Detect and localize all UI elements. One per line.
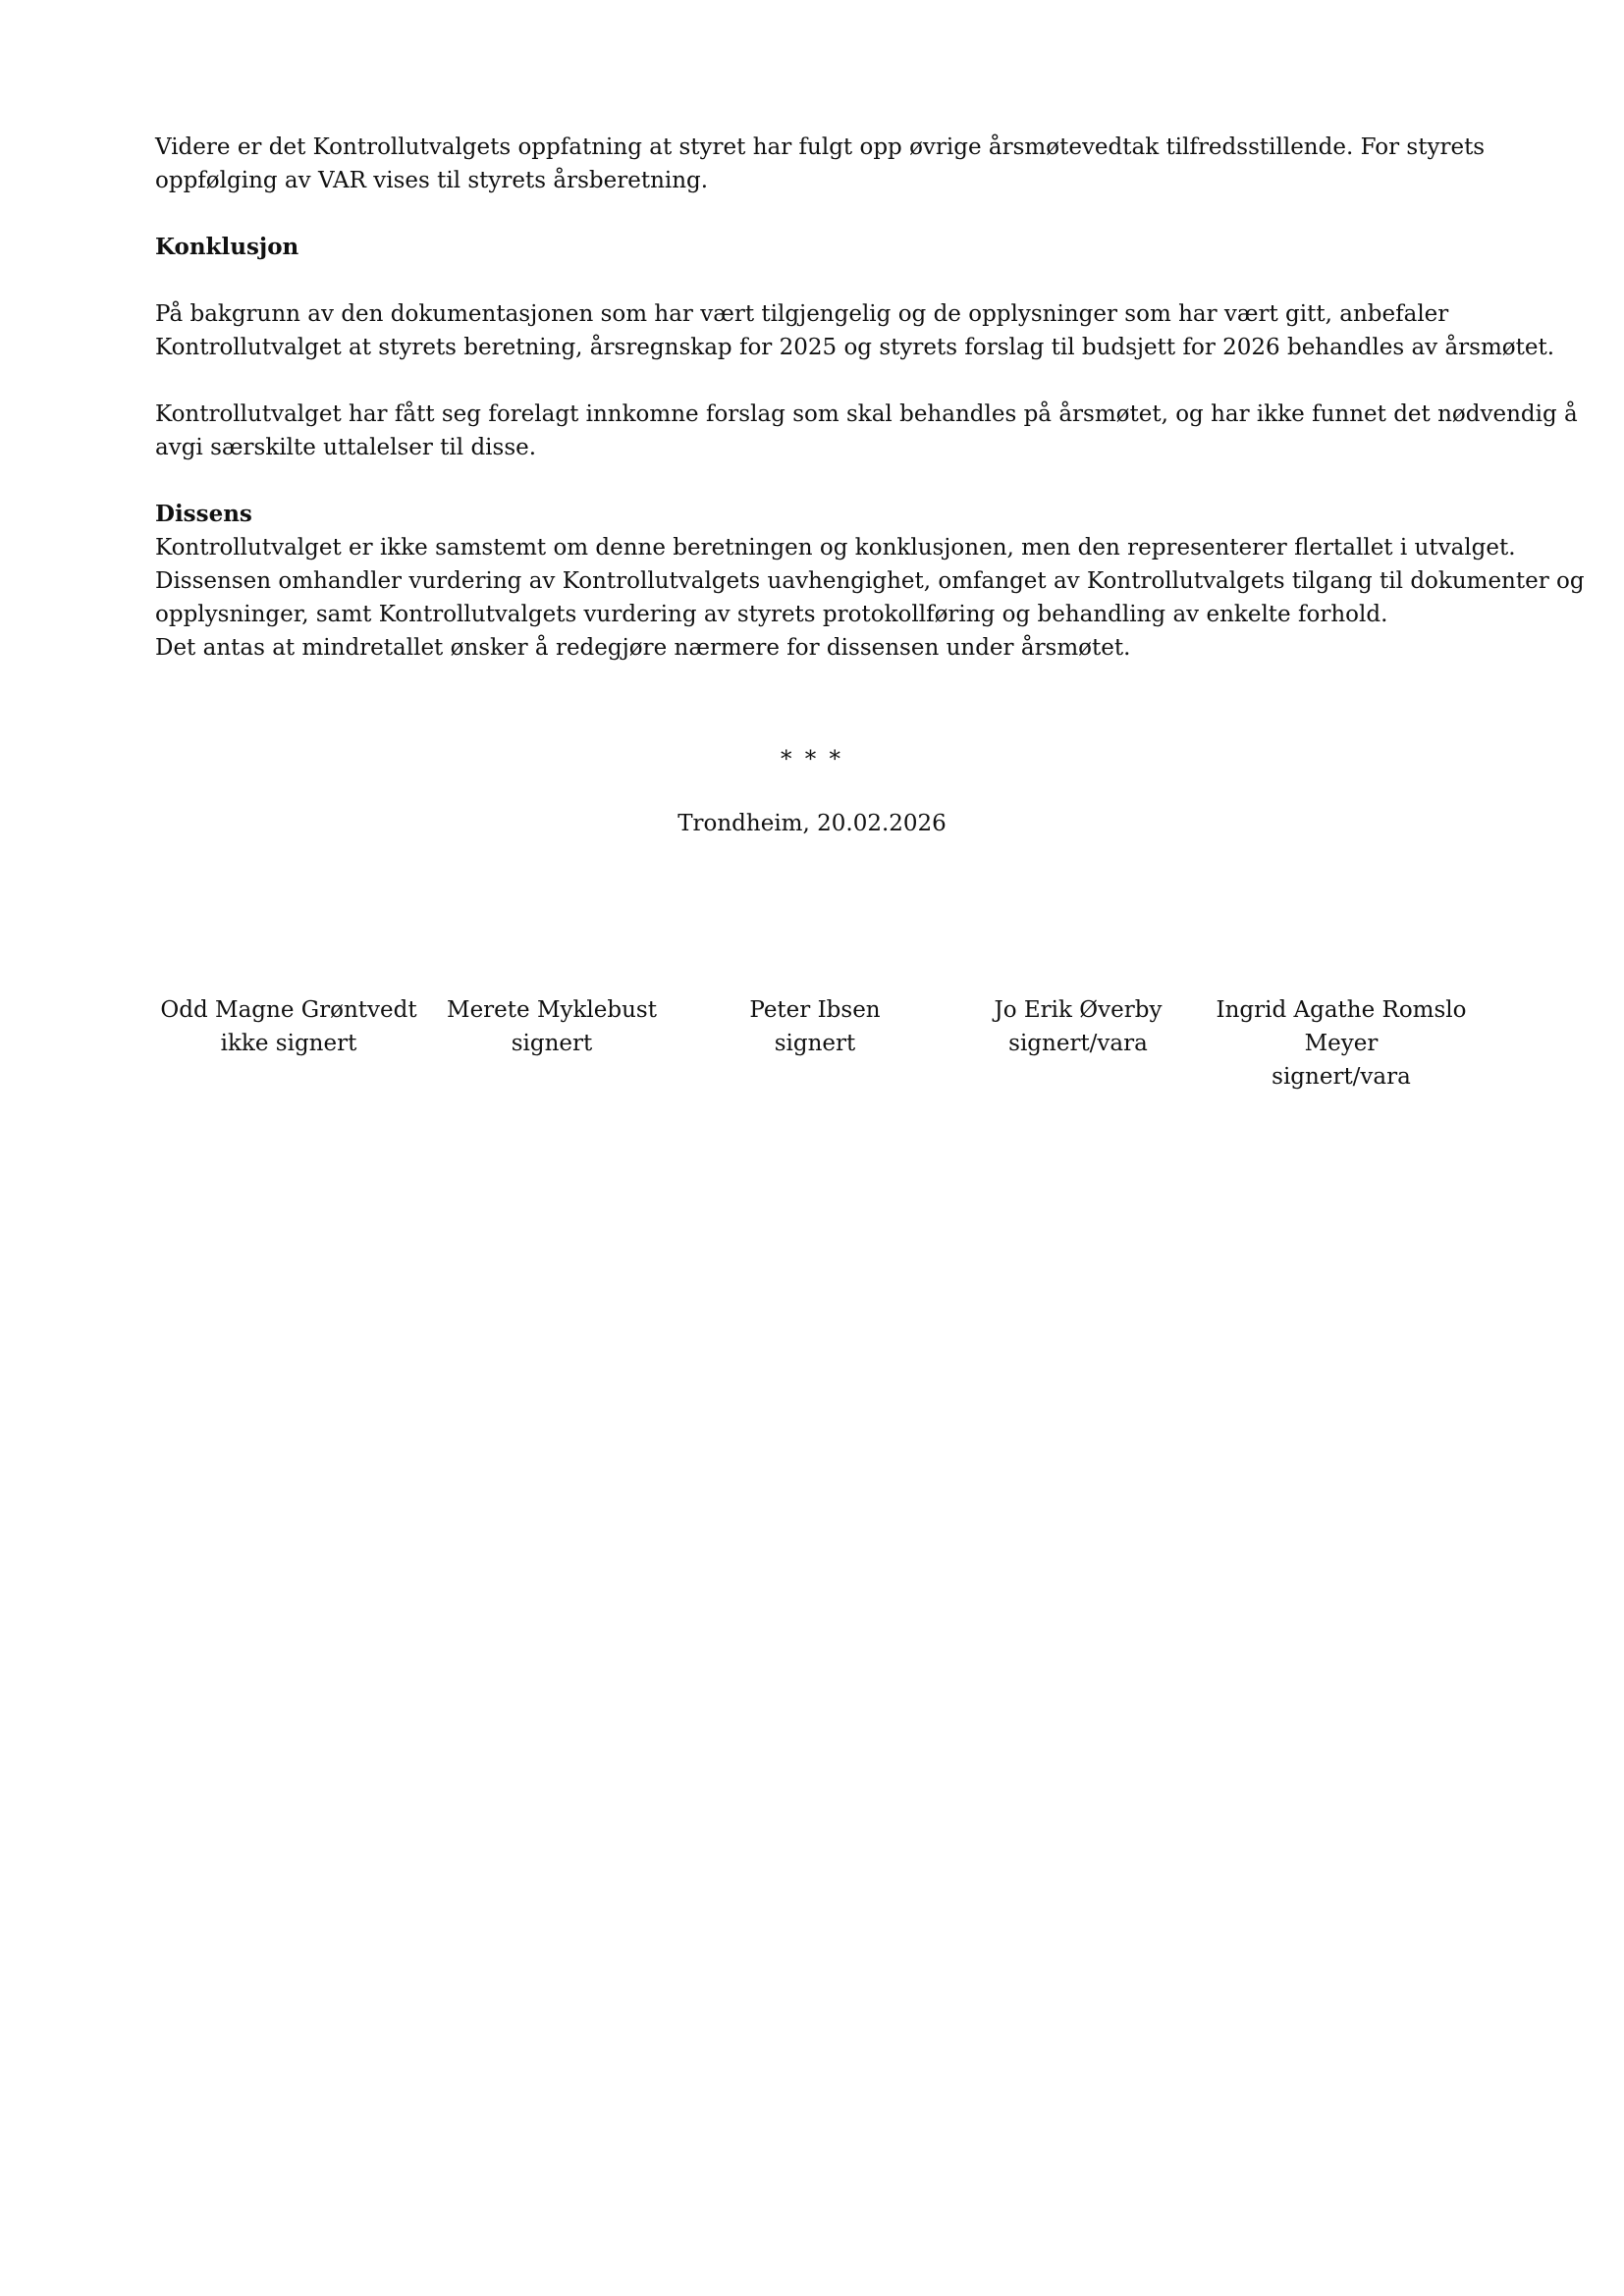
dissens-paragraph [155,531,1585,665]
dissens-line: opplysninger, samt Kontrollutvalgets vurdering av styrets protokollføring og behandling av enkelte forhold. [155,602,1388,627]
signer [1210,993,1473,1094]
signer [157,993,420,1094]
signer-status: signert/vara [1272,1064,1411,1090]
signer [683,993,947,1094]
konklusjon-paragraph-2 [155,398,1578,464]
signer-name: Peter Ibsen [749,997,881,1023]
signer-name: Odd Magne Grøntvedt [160,997,417,1023]
signer-status: signert [511,1031,593,1056]
konklusjon-heading: Konklusjon [155,234,299,260]
intro-line: Videre er det Kontrollutvalgets oppfatning at styret har fulgt opp øvrige årsmøtevedtak tilfredsstillende. For styrets [155,134,1486,160]
section-separator: * * * [780,747,844,773]
konklusjon-line: Kontrollutvalget har fått seg forelagt innkomne forslag som skal behandles på årsmøtet, og har ikke funnet det nødvendig å [155,401,1578,427]
dissens-line: Dissensen omhandler vurdering av Kontrollutvalgets uavhengighet, omfanget av Kontrollutvalgets tilgang til dokumenter og [155,568,1585,594]
dissens-heading: Dissens [155,501,252,527]
konklusjon-paragraph-1 [155,297,1555,364]
dissens-line: Kontrollutvalget er ikke samstemt om denne beretningen og konklusjonen, men den representerer flertallet i utvalget. [155,535,1516,561]
signer-name: Jo Erik Øverby [994,997,1163,1023]
konklusjon-line: avgi særskilte uttalelser til disse. [155,435,537,460]
signer [420,993,683,1094]
signer-status: signert/vara [1008,1031,1148,1056]
document-body [155,131,1585,665]
intro-paragraph [155,131,1486,197]
konklusjon-line: Kontrollutvalget at styrets beretning, årsregnskap for 2025 og styrets forslag til budsjett for 2026 behandles av årsmøtet. [155,335,1555,360]
dissens-line: Det antas at mindretallet ønsker å redegjøre nærmere for dissensen under årsmøtet. [155,635,1131,661]
signer-name: Ingrid Agathe Romslo [1216,997,1467,1023]
signer-status: signert [774,1031,856,1056]
signer-status: ikke signert [220,1031,357,1056]
signature-block [157,993,1473,1094]
place-date: Trondheim, 20.02.2026 [677,811,947,836]
signer [947,993,1210,1094]
signer-name-continued: Meyer [1304,1031,1379,1056]
intro-line: oppfølging av VAR vises til styrets årsberetning. [155,168,709,193]
konklusjon-line: På bakgrunn av den dokumentasjonen som har vært tilgjengelig og de opplysninger som har vært gitt, anbefaler [155,301,1449,327]
signer-name: Merete Myklebust [447,997,657,1023]
